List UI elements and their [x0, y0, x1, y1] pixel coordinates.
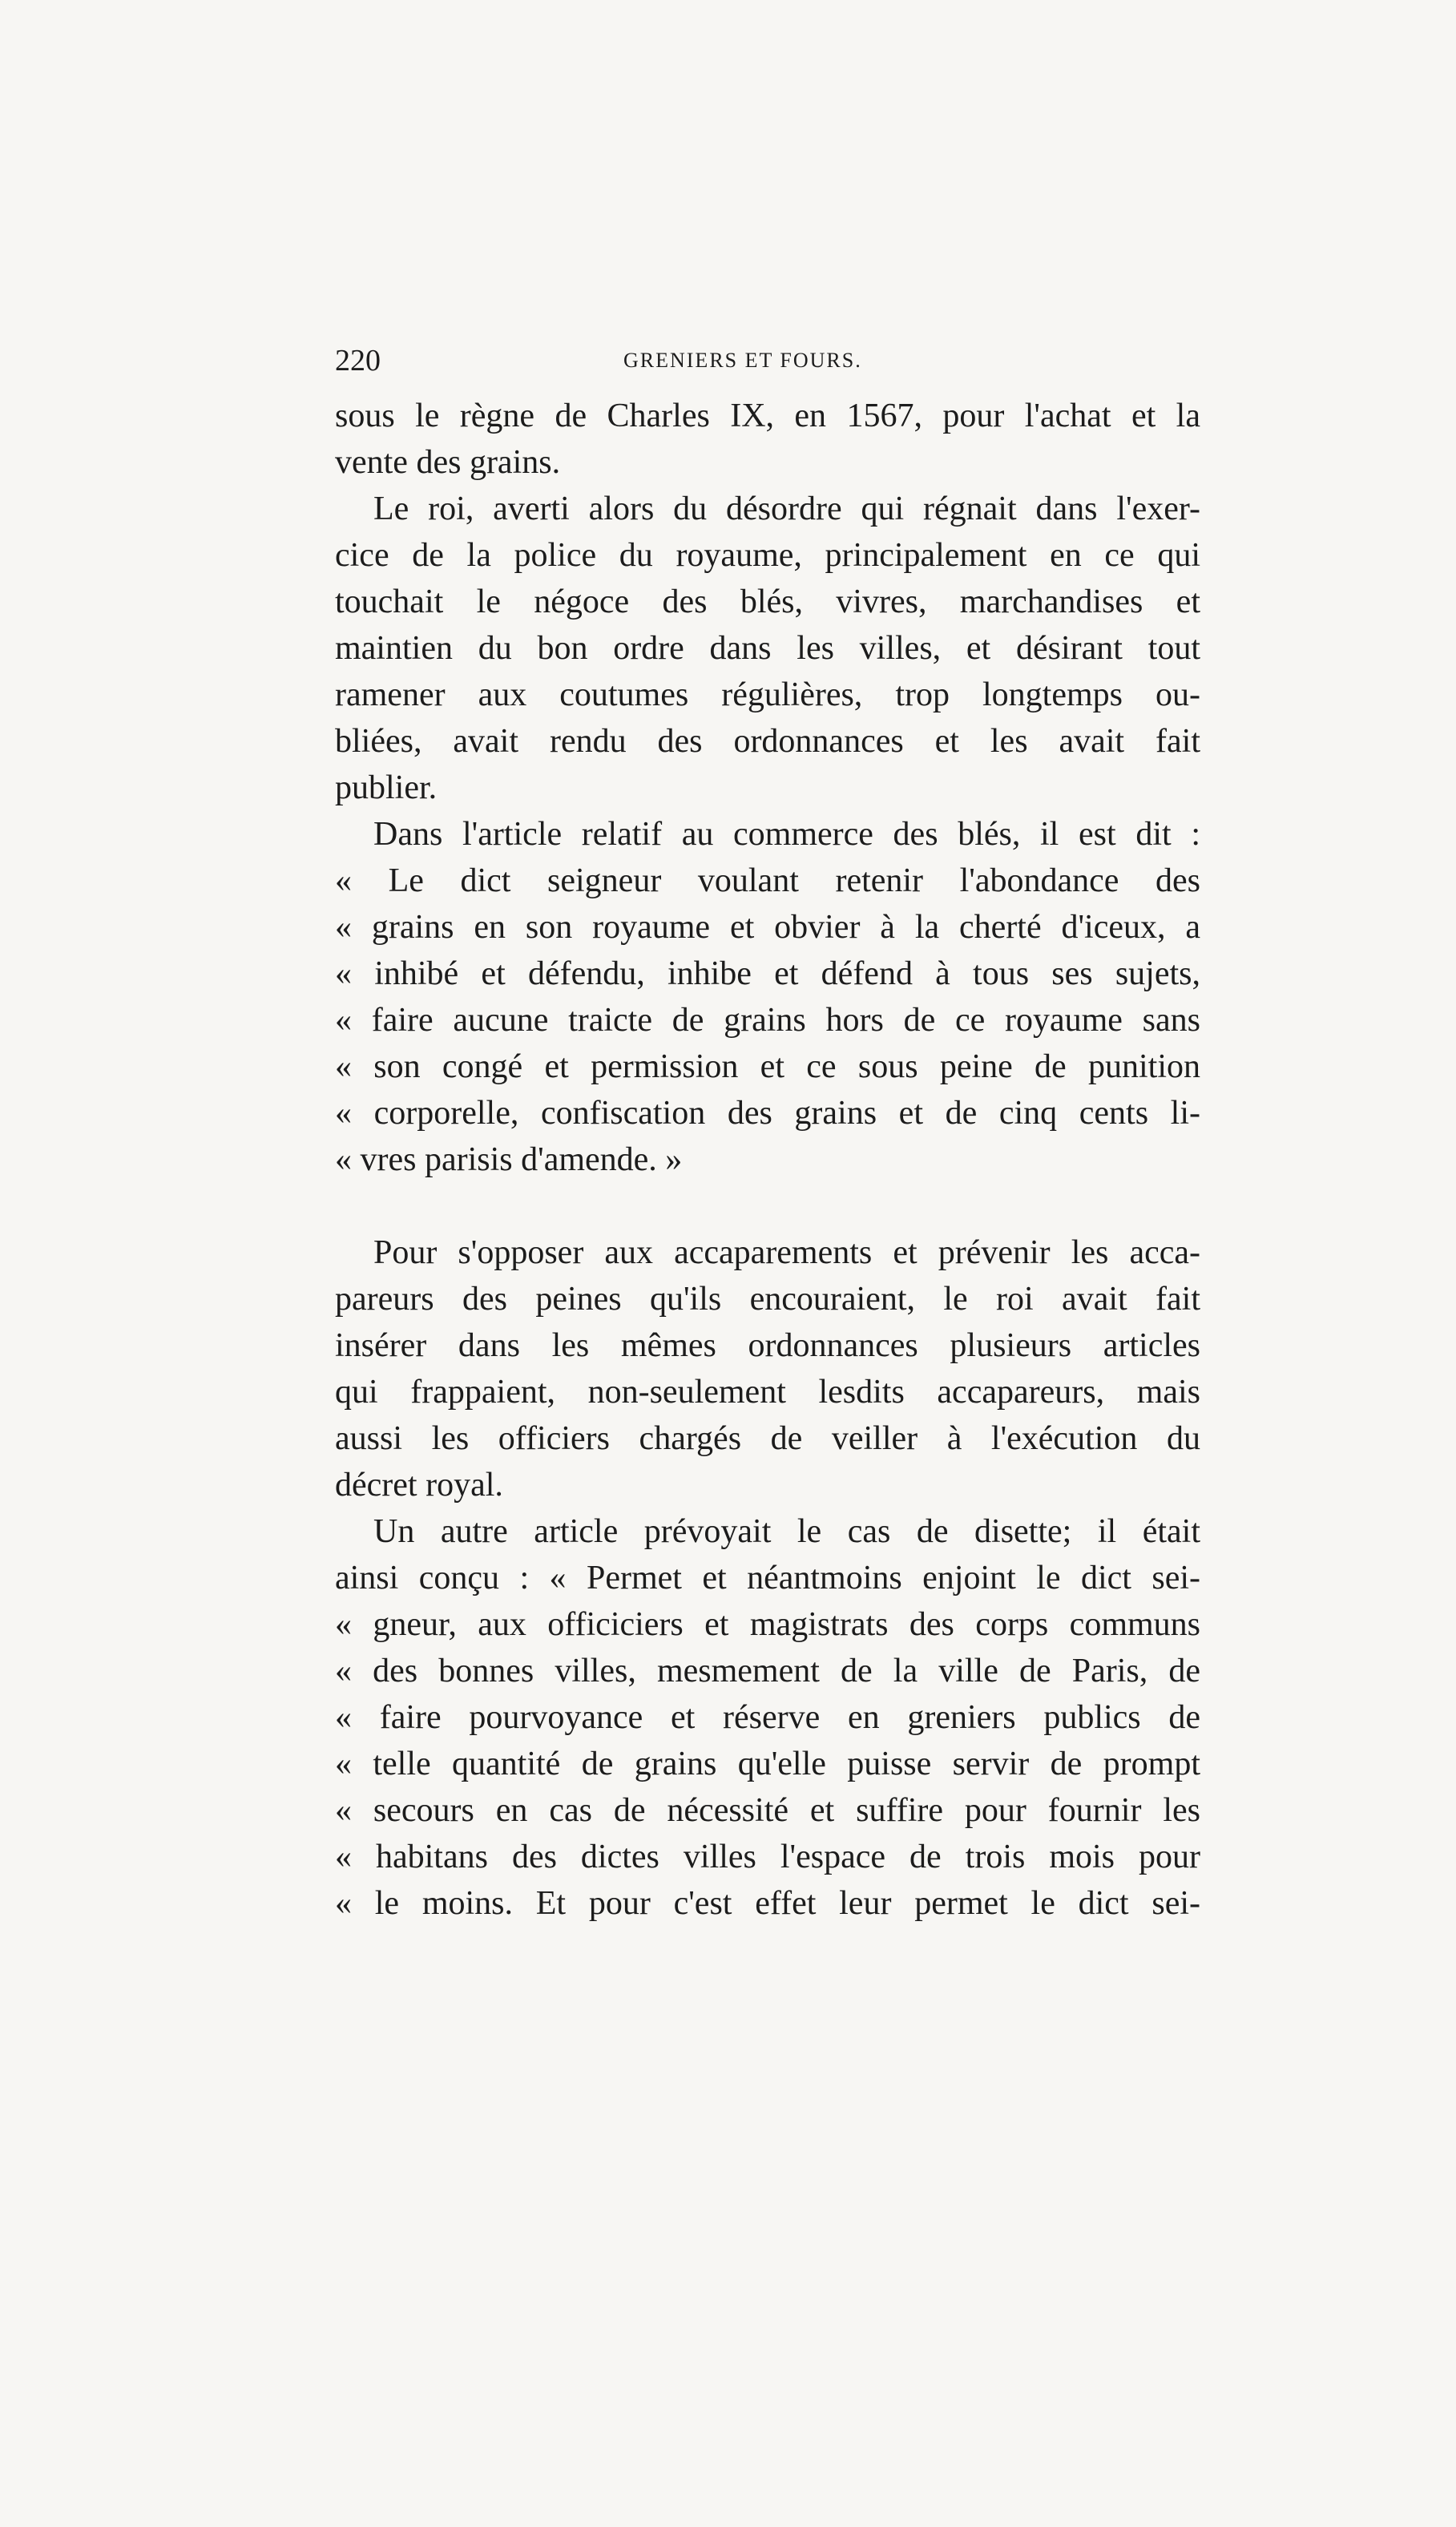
text-line: décret royal.	[335, 1467, 503, 1504]
text-line: « inhibé et défendu, inhibe et défend à tous ses sujets,	[335, 955, 1200, 992]
text-line: « faire pourvoyance et réserve en greniers publics de	[335, 1699, 1200, 1736]
text-line: « vres parisis d'amende. »	[335, 1141, 683, 1178]
text-line: vente des grains.	[335, 444, 561, 481]
text-line: Un autre article prévoyait le cas de disette; il était	[373, 1513, 1200, 1550]
text-line: maintien du bon ordre dans les villes, et désirant tout	[335, 630, 1200, 667]
running-head	[335, 337, 1200, 385]
text-line: touchait le négoce des blés, vivres, marchandises et	[335, 583, 1200, 620]
text-line: « secours en cas de nécessité et suffire pour fournir les	[335, 1792, 1200, 1829]
text-line: pareurs des peines qu'ils encouraient, le roi avait fait	[335, 1281, 1200, 1318]
paragraph-gap	[335, 1183, 1200, 1229]
text-line: « habitans des dictes villes l'espace de trois mois pour	[335, 1839, 1200, 1875]
text-line: « gneur, aux officiciers et magistrats des corps communs	[335, 1606, 1200, 1643]
running-title: GRENIERS ET FOURS.	[623, 349, 862, 372]
text-line: « son congé et permission et ce sous peine de punition	[335, 1048, 1200, 1085]
text-line: « le moins. Et pour c'est effet leur permet le dict sei-	[335, 1885, 1200, 1922]
text-line: cice de la police du royaume, principalement en ce qui	[335, 537, 1200, 574]
text-line: « Le dict seigneur voulant retenir l'abondance des	[335, 862, 1200, 899]
page-number: 220	[335, 344, 381, 377]
text-line: « telle quantité de grains qu'elle puisse servir de prompt	[335, 1746, 1200, 1782]
text-line: Le roi, averti alors du désordre qui régnait dans l'exer-	[373, 490, 1200, 527]
text-line: sous le règne de Charles IX, en 1567, pour l'achat et la	[335, 398, 1200, 434]
text-line: aussi les officiers chargés de veiller à l'exécution du	[335, 1420, 1200, 1457]
text-line: qui frappaient, non-seulement lesdits accapareurs, mais	[335, 1374, 1200, 1411]
body-text	[335, 393, 1200, 1927]
text-line: « des bonnes villes, mesmement de la ville de Paris, de	[335, 1653, 1200, 1689]
text-line: insérer dans les mêmes ordonnances plusieurs articles	[335, 1327, 1200, 1364]
text-line: ainsi conçu : « Permet et néantmoins enjoint le dict sei-	[335, 1560, 1200, 1597]
text-line: bliées, avait rendu des ordonnances et les avait fait	[335, 723, 1200, 760]
text-line: « corporelle, confiscation des grains et de cinq cents li-	[335, 1095, 1200, 1132]
text-line: « grains en son royaume et obvier à la cherté d'iceux, a	[335, 909, 1200, 946]
text-line: publier.	[335, 769, 438, 806]
text-line: « faire aucune traicte de grains hors de ce royaume sans	[335, 1002, 1200, 1039]
text-line: Dans l'article relatif au commerce des blés, il est dit :	[373, 816, 1200, 853]
text-line: ramener aux coutumes régulières, trop longtemps ou-	[335, 676, 1200, 713]
text-line: Pour s'opposer aux accaparements et prévenir les acca-	[373, 1234, 1200, 1271]
